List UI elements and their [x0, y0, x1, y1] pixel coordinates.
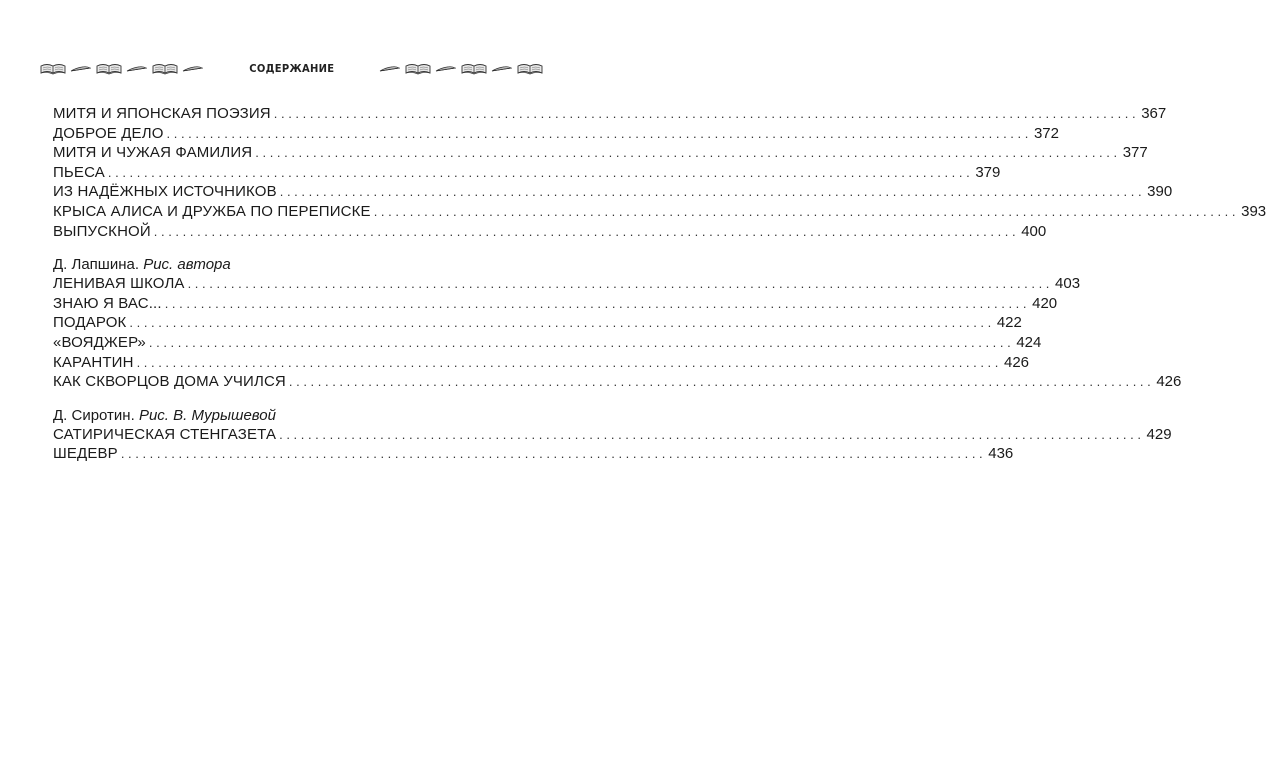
section-author-line [53, 256, 500, 274]
dot-leader: ........................................................................................................................ [166, 125, 1032, 141]
entry-title: ПОДАРОК [53, 314, 127, 332]
author-name: Д. Сиротин. [53, 406, 135, 424]
quill-icon [126, 65, 148, 73]
dot-leader: ........................................................................................................................ [279, 426, 1145, 442]
entry-title: МИТЯ И ЯПОНСКАЯ ПОЭЗИЯ [53, 105, 271, 122]
book-icon [405, 63, 431, 75]
toc-entry [53, 202, 1266, 222]
entry-page-number: 420 [1032, 294, 1058, 312]
entry-page-number: 426 [1156, 373, 1182, 391]
author-name: Д. Лапшина. [53, 256, 140, 274]
toc-entry [53, 143, 1148, 163]
entry-title: ПЬЕСА [53, 163, 105, 181]
dot-leader: ........................................................................................................................ [164, 295, 1031, 311]
toc-entry [53, 353, 1030, 373]
entry-page-number: 436 [988, 445, 1014, 463]
entry-title: ЗНАЮ Я ВАС... [53, 294, 162, 312]
dot-leader: ........................................................................................................................ [255, 145, 1121, 161]
toc-entry [53, 182, 1173, 202]
book-icon [152, 63, 178, 75]
quill-icon [435, 65, 457, 73]
dot-leader: ........................................................................................................................ [107, 164, 974, 180]
entry-title: «ВОЯДЖЕР» [53, 333, 146, 351]
entry-page-number: 393 [1241, 202, 1266, 220]
entry-page-number: 372 [1033, 124, 1059, 142]
entry-page-number: 429 [1146, 425, 1172, 443]
entry-page-number: 390 [1147, 183, 1173, 201]
entry-title: КАРАНТИН [53, 353, 134, 371]
dot-leader: ........................................................................................................................ [153, 223, 1020, 239]
page-title: СОДЕРЖАНИЕ [248, 63, 335, 75]
book-icon [517, 63, 543, 75]
entry-title: МИТЯ И ЧУЖАЯ ФАМИЛИЯ [53, 144, 253, 162]
toc-entry [53, 163, 1001, 183]
section-author-line [53, 407, 500, 425]
quill-icon [182, 65, 204, 73]
book-icon [461, 63, 487, 75]
toc-entry [53, 372, 1182, 392]
book-icon [40, 63, 66, 75]
page-header [40, 58, 543, 80]
entry-title: ИЗ НАДЁЖНЫХ ИСТОЧНИКОВ [53, 183, 277, 201]
entry-title: ШЕДЕВР [53, 445, 118, 463]
dot-leader: ........................................................................................................................ [129, 315, 995, 331]
illustrator-credit: Рис. В. Мурышевой [138, 406, 276, 424]
table-of-contents [53, 104, 1266, 479]
toc-entry [53, 294, 1058, 314]
dot-leader: ........................................................................................................................ [120, 446, 987, 462]
dot-leader: ........................................................................................................................ [136, 354, 1002, 370]
toc-entry [53, 444, 1014, 464]
book-icon [96, 63, 122, 75]
toc-section [53, 406, 1172, 464]
entry-title: КРЫСА АЛИСА И ДРУЖБА ПО ПЕРЕПИСКЕ [53, 202, 371, 220]
toc-entry [53, 222, 1047, 242]
toc-entry [53, 313, 1022, 333]
entry-title: ВЫПУСКНОЙ [53, 222, 151, 240]
entry-title: КАК СКВОРЦОВ ДОМА УЧИЛСЯ [53, 373, 286, 391]
entry-page-number: 422 [996, 314, 1022, 332]
dot-leader: ........................................................................................................................ [273, 106, 1140, 121]
toc-section [53, 104, 1266, 241]
entry-page-number: 379 [975, 163, 1001, 181]
quill-icon [70, 65, 92, 73]
toc-entry [53, 333, 1042, 353]
entry-title: ДОБРОЕ ДЕЛО [53, 124, 164, 142]
header-ornament-left [40, 63, 204, 75]
entry-title: ЛЕНИВАЯ ШКОЛА [53, 275, 185, 293]
toc-entry [53, 425, 1172, 445]
toc-section [53, 256, 1182, 392]
entry-page-number: 400 [1021, 222, 1047, 240]
entry-title: САТИРИЧЕСКАЯ СТЕНГАЗЕТА [53, 425, 277, 443]
dot-leader: ........................................................................................................................ [148, 334, 1015, 350]
quill-icon [379, 65, 401, 73]
toc-entry [53, 104, 1167, 124]
header-ornament-right [379, 63, 543, 75]
entry-page-number: 424 [1016, 333, 1042, 351]
entry-page-number: 426 [1003, 353, 1030, 371]
toc-entry [53, 124, 1059, 144]
dot-leader: ........................................................................................................................ [373, 203, 1240, 219]
dot-leader: ........................................................................................................................ [288, 374, 1155, 390]
illustrator-credit: Рис. автора [143, 256, 231, 274]
entry-page-number: 403 [1055, 275, 1081, 293]
quill-icon [491, 65, 513, 73]
toc-entry [53, 274, 1081, 294]
entry-page-number: 377 [1122, 144, 1148, 162]
entry-page-number: 367 [1141, 105, 1167, 122]
dot-leader: ........................................................................................................................ [279, 184, 1146, 200]
dot-leader: ........................................................................................................................ [187, 276, 1054, 292]
